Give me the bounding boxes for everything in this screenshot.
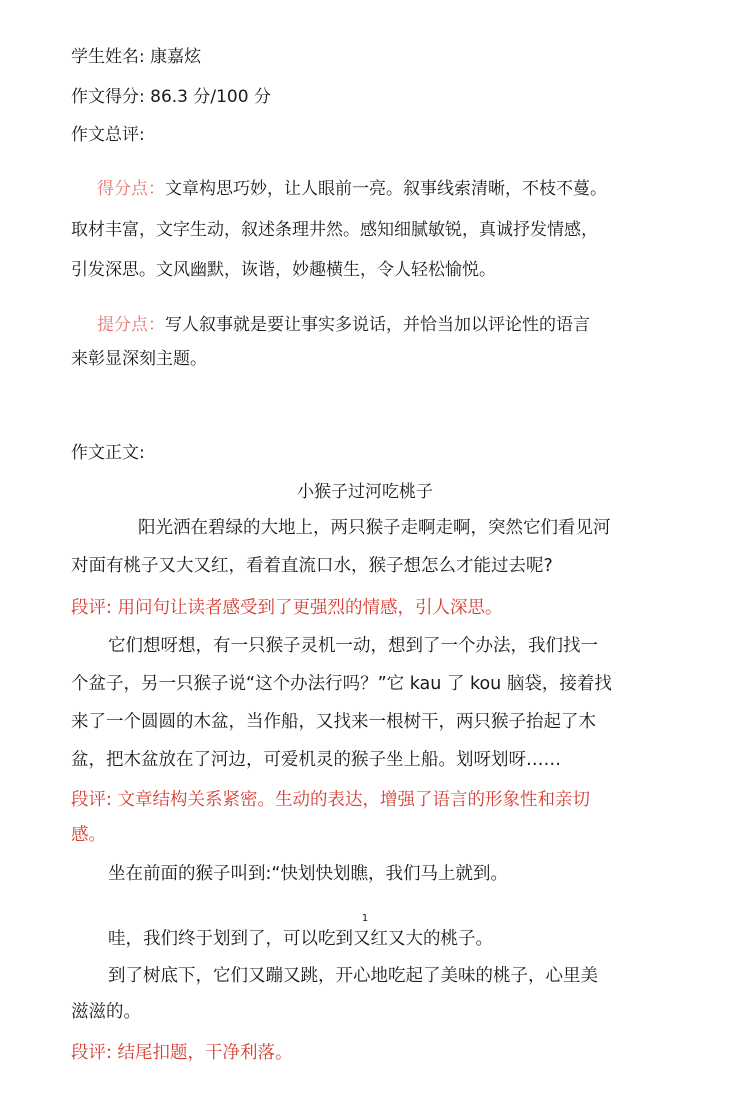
paragraph-review-1: 段评: 用问句让读者感受到了更强烈的情感，引人深思。 bbox=[71, 598, 503, 618]
paragraph-1-line-1: 阳光洒在碧绿的大地上，两只猴子走啊走啊，突然它们看见河 bbox=[138, 518, 611, 538]
strengths-label: 得分点： bbox=[97, 179, 165, 199]
paragraph-review-3: 段评: 结尾扣题，干净利落。 bbox=[71, 1043, 293, 1063]
paragraph-5-line-2: 滋滋的。 bbox=[71, 1002, 141, 1022]
improve-line-1: 提分点：写人叙事就是要让事实多说话，并恰当加以评论性的语言 bbox=[97, 315, 590, 335]
paragraph-2-line-3: 来了一个圆圆的木盆，当作船，又找来一根树干，两只猴子抬起了木 bbox=[71, 712, 596, 732]
paragraph-5-line-1: 到了树底下，它们又蹦又跳，开心地吃起了美味的桃子，心里美 bbox=[108, 966, 598, 986]
paragraph-2-line-4: 盆，把木盆放在了河边，可爱机灵的猴子坐上船。划呀划呀…… bbox=[71, 750, 561, 770]
improve-line-2: 来彰显深刻主题。 bbox=[71, 349, 207, 369]
essay-score: 作文得分: 86.3 分/100 分 bbox=[71, 87, 271, 107]
paragraph-review-2-line-1: 段评: 文章结构关系紧密。生动的表达，增强了语言的形象性和亲切 bbox=[71, 790, 590, 810]
overall-comment-heading: 作文总评: bbox=[71, 125, 145, 145]
strengths-line-2: 取材丰富，文字生动，叙述条理井然。感知细腻敏锐，真诚抒发情感， bbox=[71, 220, 598, 240]
student-name: 学生姓名: 康嘉炫 bbox=[71, 47, 202, 67]
page-number: 1 bbox=[361, 913, 369, 924]
paragraph-1-line-2: 对面有桃子又大又红，看着直流口水，猴子想怎么才能过去呢? bbox=[71, 556, 553, 576]
paragraph-2-line-2: 个盆子，另一只猴子说“这个办法行吗？”它 kau 了 kou 脑袋，接着找 bbox=[71, 674, 612, 694]
essay-title: 小猴子过河吃桃子 bbox=[297, 482, 433, 502]
paragraph-2-line-1: 它们想呀想，有一只猴子灵机一动，想到了一个办法，我们找一 bbox=[108, 636, 598, 656]
paragraph-3: 坐在前面的猴子叫到:“快划快划瞧，我们马上就到。 bbox=[108, 864, 508, 884]
strengths-line-3: 引发深思。文风幽默，诙谐，妙趣横生，令人轻松愉悦。 bbox=[71, 260, 496, 280]
paragraph-review-2-line-2: 感。 bbox=[71, 825, 106, 845]
strengths-line-1: 得分点：文章构思巧妙，让人眼前一亮。叙事线索清晰，不枝不蔓。 bbox=[97, 179, 607, 199]
essay-heading: 作文正文: bbox=[71, 443, 145, 463]
paragraph-4: 哇，我们终于划到了，可以吃到又红又大的桃子。 bbox=[108, 929, 493, 949]
improve-label: 提分点： bbox=[97, 315, 165, 335]
